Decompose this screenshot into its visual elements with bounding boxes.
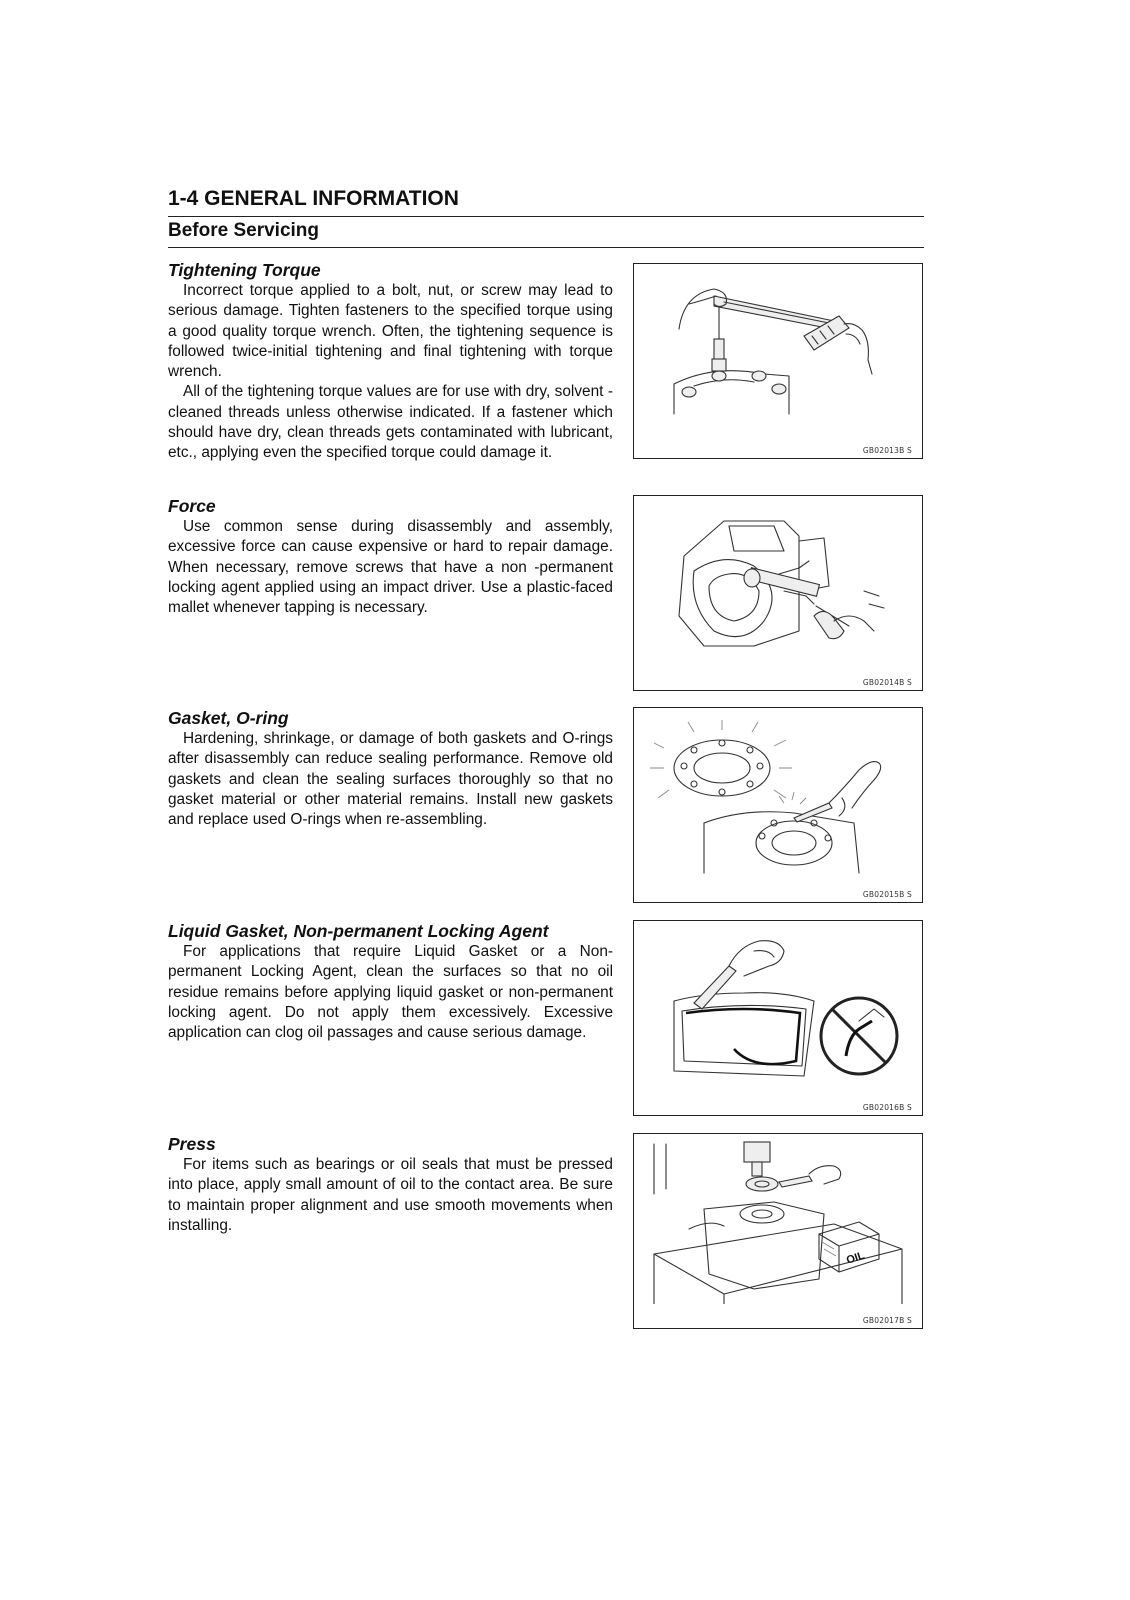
section-heading: Force — [168, 496, 216, 516]
section-liquid-gasket — [168, 920, 613, 1043]
figure-code: GB02016B S — [862, 1103, 912, 1112]
section-press — [168, 1133, 613, 1236]
gasket-illustration — [634, 708, 921, 878]
torque-wrench-illustration — [634, 264, 921, 434]
section-paragraph: For items such as bearings or oil seals that must be pressed into place, apply small amount of oil to the contact area. Be sure to maintain proper alignment and use smooth movements when installing. — [168, 1156, 613, 1234]
figure-torque-wrench — [633, 263, 923, 459]
press-illustration — [634, 1134, 921, 1304]
impact-driver-illustration — [634, 496, 921, 666]
section-title: Before Servicing — [168, 220, 319, 241]
figure-gasket — [633, 707, 923, 903]
section-force — [168, 495, 613, 618]
section-tightening-torque — [168, 259, 613, 464]
figure-impact-driver — [633, 495, 923, 691]
section-paragraph: For applications that require Liquid Gasket or a Non-permanent Locking Agent, clean the surfaces so that no oil residue remains before applying liquid gasket or non-permanent locking agent. Do not apply them excessively. Excessive application can clog oil passages and cause serious damage. — [168, 943, 613, 1042]
figure-code: GB02013B S — [862, 446, 912, 455]
section-heading: Press — [168, 1134, 216, 1154]
section-gasket-oring — [168, 707, 613, 830]
figure-code: GB02014B S — [862, 678, 912, 687]
section-divider — [168, 247, 924, 248]
chapter-title: 1-4 GENERAL INFORMATION — [168, 187, 459, 210]
section-heading: Tightening Torque — [168, 260, 321, 280]
section-heading: Gasket, O-ring — [168, 708, 289, 728]
figure-liquid-gasket — [633, 920, 923, 1116]
figure-press — [633, 1133, 923, 1329]
page-header — [168, 186, 924, 248]
section-paragraph: Incorrect torque applied to a bolt, nut, or screw may lead to serious damage. Tighten fasteners to the specified torque using a good quality torque wrench. Often, the tightening sequence is followed twice-initial tightening and final tightening with torque wrench. — [168, 282, 613, 381]
oil-can-label: OIL — [844, 1249, 867, 1267]
liquid-gasket-illustration — [634, 921, 921, 1091]
figure-code: GB02017B S — [862, 1316, 912, 1325]
section-paragraph: Hardening, shrinkage, or damage of both gaskets and O-rings after disassembly can reduce sealing performance. Remove old gaskets and clean the sealing surfaces thoroughly so that no gasket material or other material remains. Install new gaskets and replace used O-rings when re-assembling. — [168, 730, 613, 829]
section-paragraph: All of the tightening torque values are for use with dry, solvent - cleaned threads unless otherwise indicated. If a fastener which should have dry, clean threads gets contaminated with lubricant, etc., applying even the specified torque could damage it. — [168, 383, 613, 462]
figure-code: GB02015B S — [862, 890, 912, 899]
section-heading: Liquid Gasket, Non-permanent Locking Agent — [168, 921, 549, 941]
section-paragraph: Use common sense during disassembly and assembly, excessive force can cause expensive or hard to repair damage. When necessary, remove screws that have a non -permanent locking agent applied using an impact driver. Use a plastic-faced mallet whenever tapping is necessary. — [168, 518, 613, 617]
